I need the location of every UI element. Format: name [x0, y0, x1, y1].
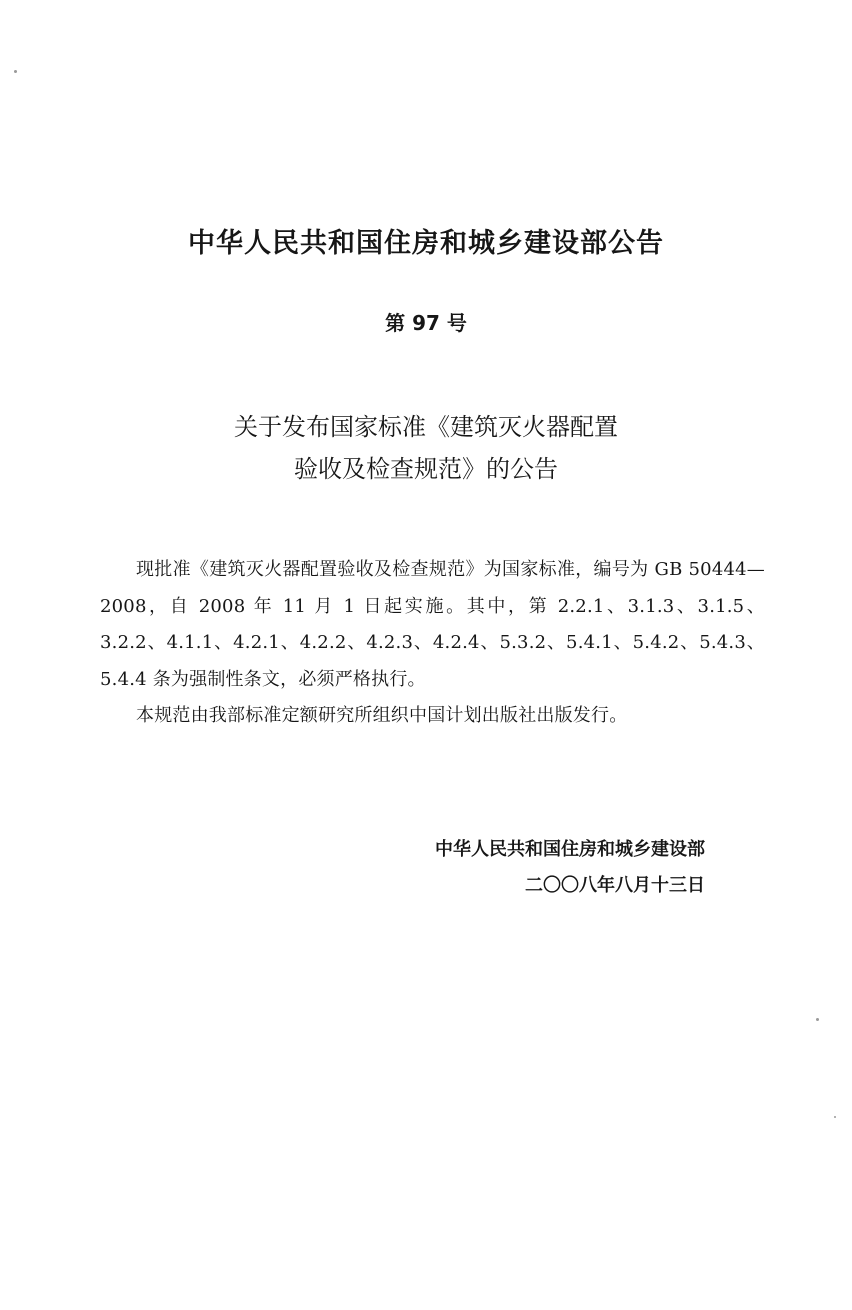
subject-line-2: 验收及检查规范》的公告 — [294, 455, 558, 483]
issuer-name: 中华人民共和国住房和城乡建设部 — [435, 839, 705, 860]
scan-speck — [834, 1116, 836, 1118]
body-paragraph-1: 现批准《建筑灭火器配置验收及检查规范》为国家标准，编号为 GB 50444—2008，自 2008 年 11 月 1 日起实施。其中，第 2.2.1、3.1.3、3.1.5、3.2.2、4.1.1、4.2.1、4.2.2、4.2.3、4.2.4、5.3.2、5.4.1、5.4.2、5.4.3、5.4.4 条为强制性条文，必须严格执行。 — [100, 559, 765, 690]
issue-date: 二〇〇八年八月十三日 — [525, 875, 705, 896]
announcement-body — [100, 552, 765, 735]
announcement-subject — [0, 406, 852, 490]
subject-line-1: 关于发布国家标准《建筑灭火器配置 — [234, 413, 618, 441]
signature-block — [0, 832, 705, 904]
announcement-title: 中华人民共和国住房和城乡建设部公告 — [188, 228, 664, 259]
scan-speck — [14, 70, 17, 73]
announcement-number: 第 97 号 — [385, 311, 467, 335]
body-paragraph-2: 本规范由我部标准定额研究所组织中国计划出版社出版发行。 — [136, 705, 628, 726]
scan-speck — [816, 1018, 819, 1021]
